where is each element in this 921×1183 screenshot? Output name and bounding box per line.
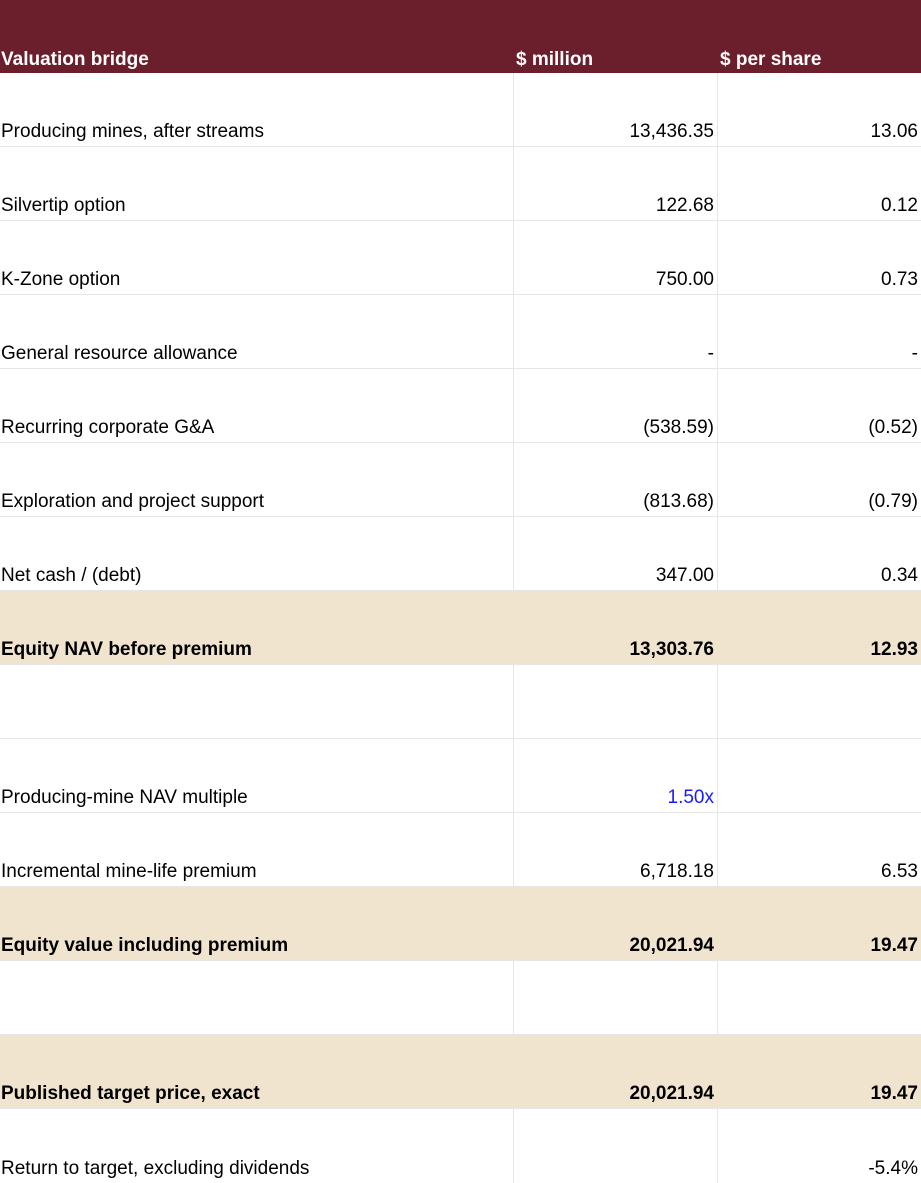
per-share-cell[interactable]: 19.47 [870, 1083, 918, 1104]
table-row-k-zone [0, 221, 921, 295]
per-share-cell[interactable]: 12.93 [870, 639, 918, 660]
table-row-blank [0, 665, 921, 739]
table-row-return-to-target [0, 1109, 921, 1183]
label-cell[interactable]: Net cash / (debt) [1, 565, 142, 586]
per-share-cell[interactable] [717, 665, 921, 738]
table-row-producing-mines [0, 73, 921, 147]
table-row-silvertip [0, 147, 921, 221]
label-cell[interactable]: Exploration and project support [1, 491, 264, 512]
label-cell[interactable]: Silvertip option [1, 195, 126, 216]
table-row-target-price [0, 1035, 921, 1109]
million-cell[interactable]: 122.68 [513, 147, 717, 220]
label-cell[interactable]: Return to target, excluding dividends [1, 1158, 310, 1179]
label-cell[interactable]: General resource allowance [1, 343, 238, 364]
label-cell[interactable]: Producing-mine NAV multiple [1, 787, 248, 808]
per-share-cell[interactable]: 0.34 [717, 517, 921, 590]
label-cell[interactable]: Published target price, exact [1, 1083, 260, 1104]
header-valuation-bridge[interactable]: Valuation bridge [1, 49, 149, 70]
nav-multiple-input-cell[interactable]: 1.50x [513, 739, 717, 812]
header-row [0, 0, 921, 73]
per-share-cell[interactable]: (0.52) [717, 369, 921, 442]
table-row-equity-nav [0, 591, 921, 665]
table-row-exploration [0, 443, 921, 517]
table-row-equity-value-premium [0, 887, 921, 961]
per-share-cell[interactable] [717, 739, 921, 812]
per-share-cell[interactable]: (0.79) [717, 443, 921, 516]
label-cell[interactable] [0, 961, 513, 1034]
per-share-cell[interactable] [717, 961, 921, 1034]
million-cell[interactable]: (538.59) [513, 369, 717, 442]
table-row-blank [0, 961, 921, 1035]
label-cell[interactable]: Producing mines, after streams [1, 121, 264, 142]
label-cell[interactable]: Equity value including premium [1, 935, 289, 956]
million-cell[interactable]: 750.00 [513, 221, 717, 294]
label-cell[interactable]: K-Zone option [1, 269, 121, 290]
million-cell[interactable] [513, 961, 717, 1034]
per-share-cell[interactable]: 6.53 [717, 813, 921, 886]
header-million[interactable]: $ million [516, 49, 594, 70]
label-cell[interactable]: Recurring corporate G&A [1, 417, 215, 438]
per-share-cell[interactable]: 0.73 [717, 221, 921, 294]
table-row-nav-multiple [0, 739, 921, 813]
million-cell[interactable] [513, 1109, 717, 1183]
table-row-mine-life-premium [0, 813, 921, 887]
million-cell[interactable]: 347.00 [513, 517, 717, 590]
million-cell[interactable]: 13,436.35 [513, 73, 717, 146]
label-cell[interactable]: Equity NAV before premium [1, 639, 252, 660]
per-share-cell[interactable]: -5.4% [717, 1109, 921, 1183]
million-cell[interactable] [513, 665, 717, 738]
million-cell[interactable]: 6,718.18 [513, 813, 717, 886]
million-cell[interactable]: - [513, 295, 717, 368]
table-row-net-cash [0, 517, 921, 591]
header-per-share[interactable]: $ per share [720, 49, 822, 70]
per-share-cell[interactable]: 0.12 [717, 147, 921, 220]
million-cell[interactable]: 20,021.94 [629, 935, 714, 956]
label-cell[interactable]: Incremental mine-life premium [1, 861, 257, 882]
per-share-cell[interactable]: 19.47 [870, 935, 918, 956]
table-row-general-resource [0, 295, 921, 369]
table-row-corporate-ga [0, 369, 921, 443]
million-cell[interactable]: (813.68) [513, 443, 717, 516]
per-share-cell[interactable]: 13.06 [717, 73, 921, 146]
million-cell[interactable]: 13,303.76 [629, 639, 714, 660]
million-cell[interactable]: 20,021.94 [629, 1083, 714, 1104]
per-share-cell[interactable]: - [717, 295, 921, 368]
label-cell[interactable] [0, 665, 513, 738]
